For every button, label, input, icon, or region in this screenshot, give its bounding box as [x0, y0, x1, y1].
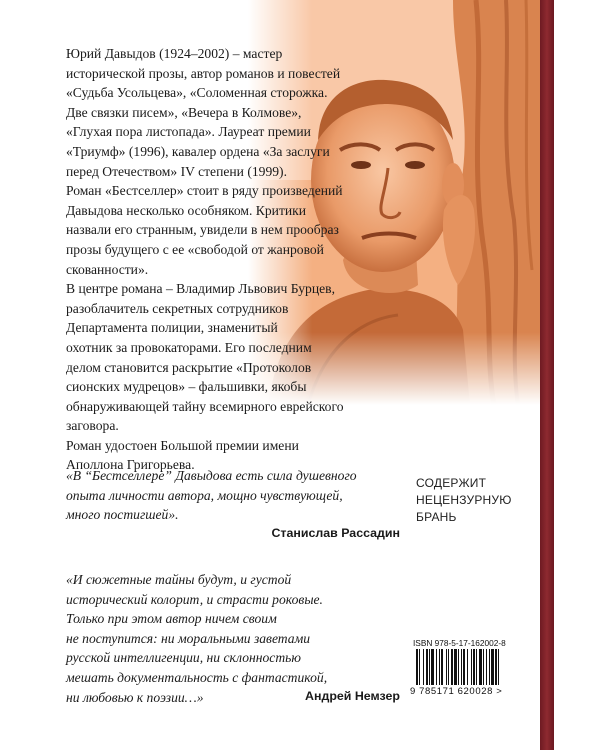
bio-line: Роман «Бестселлер» стоит в ряду произведений: [66, 183, 343, 199]
review-quote-nemzer: [66, 570, 396, 707]
bio-line: охотник за провокаторами. Его последним: [66, 339, 312, 355]
bio-line: сионских мудрецов» – фальшивки, якобы: [66, 379, 307, 395]
bio-line: «Триумф» (1996), кавалер ордена «За заслуги: [66, 143, 330, 159]
book-spine-edge: [540, 0, 554, 750]
warning-line: СОДЕРЖИТ: [416, 476, 487, 490]
warning-line: НЕЦЕНЗУРНУЮ: [416, 493, 512, 507]
quote-line: мешать документальность с фантастикой,: [66, 669, 328, 685]
bio-line: перед Отечеством» IV степени (1999).: [66, 163, 287, 179]
bio-line: разоблачитель секретных сотрудников: [66, 300, 289, 316]
profanity-warning: [416, 475, 536, 526]
quote-line: «В “Бестселлере” Давыдова есть сила душевного: [66, 468, 357, 483]
bio-line: «Судьба Усольцева», «Соломенная сторожка.: [66, 85, 328, 101]
bio-line: Роман удостоен Большой премии имени: [66, 437, 299, 453]
quote-line: исторический колорит, и страсти роковые.: [66, 591, 323, 607]
quote-line: русской интеллигенции, ни склонностью: [66, 650, 301, 666]
quote-line: Только при этом автор ничем своим: [66, 611, 277, 627]
barcode-bars: [410, 649, 526, 690]
quote-line: не поступится: ни моральными заветами: [66, 630, 311, 646]
warning-line: БРАНЬ: [416, 510, 457, 524]
bio-line: Две связки писем», «Вечера в Колмове»,: [66, 104, 302, 120]
bio-line: Аполлона Григорьева.: [66, 457, 195, 473]
bio-line: Давыдова несколько особняком. Критики: [66, 202, 307, 218]
barcode-digits: 9 785171 620028 >: [410, 686, 526, 697]
bio-line: прозы будущего с ее «свободой от жанровой: [66, 241, 324, 257]
bio-line: скованности».: [66, 261, 149, 277]
quote-line: ни любовью к поэзии…»: [66, 689, 204, 705]
isbn-barcode: [410, 649, 526, 690]
review-quote-rassadin: [66, 466, 386, 525]
bio-line: делом становится раскрытие «Протоколов: [66, 359, 312, 375]
isbn-label: ISBN 978-5-17-162002-8: [413, 638, 506, 648]
bio-line: Департамента полиции, знаменитый: [66, 320, 278, 336]
bio-line: В центре романа – Владимир Львович Бурцев,: [66, 281, 335, 297]
quote-author-nemzer: Андрей Немзер: [305, 689, 400, 703]
bio-line: обнаруживающей тайну всемирного еврейского: [66, 398, 344, 414]
quote-author-rassadin: Станислав Рассадин: [271, 526, 400, 540]
bio-line: исторической прозы, автор романов и повестей: [66, 65, 341, 81]
bio-line: назвали его странным, увидели в нем прообраз: [66, 222, 339, 238]
author-biography: [66, 44, 466, 475]
bio-line: заговора.: [66, 418, 119, 434]
bio-line: «Глухая пора листопада». Лауреат премии: [66, 124, 311, 140]
quote-line: «И сюжетные тайны будут, и густой: [66, 572, 292, 587]
quote-line: много постигшей».: [66, 507, 179, 523]
bio-line: Юрий Давыдов (1924–2002) – мастер: [66, 46, 283, 61]
quote-line: опыта личности автора, мощно чувствующей,: [66, 487, 343, 503]
